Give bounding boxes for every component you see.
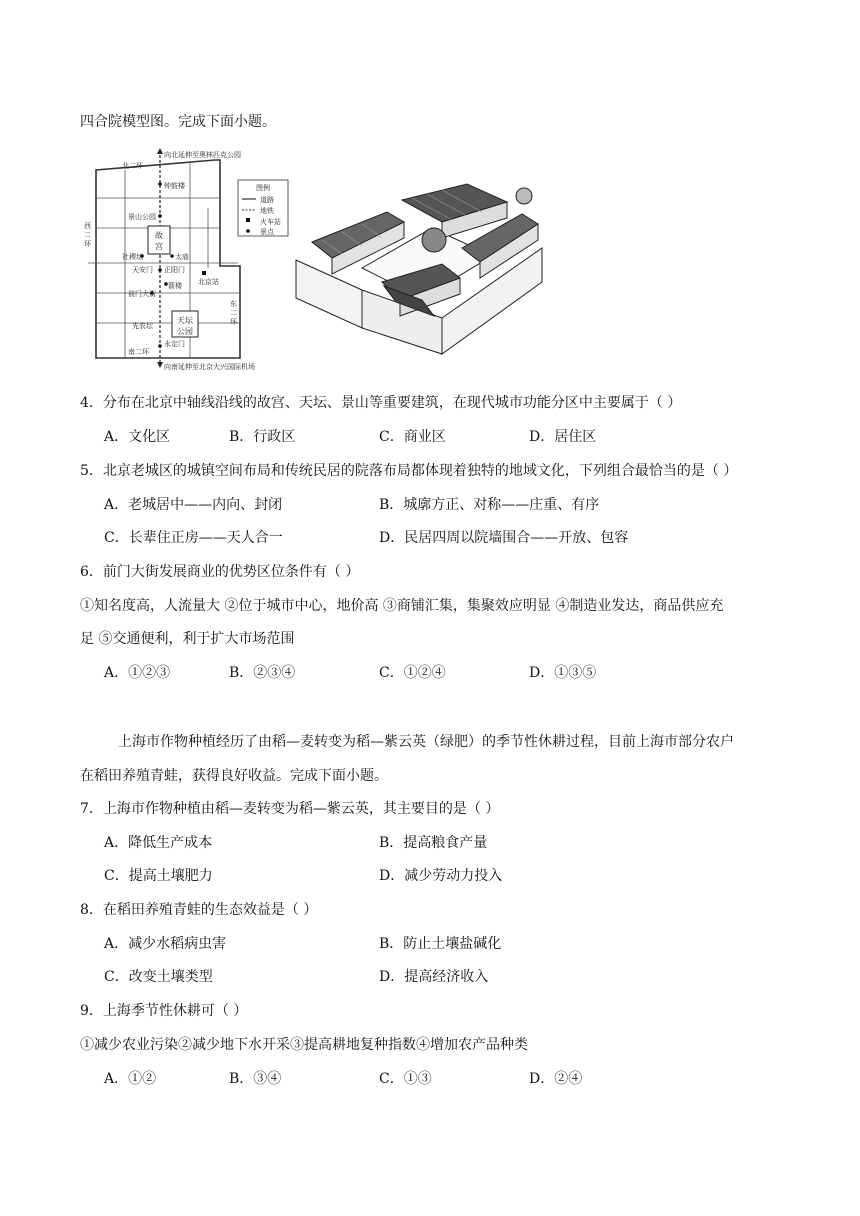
intro-text: 四合院模型图。完成下面小题。	[80, 114, 276, 130]
q7-option-d[interactable]: D．减少劳动力投入	[379, 868, 503, 884]
svg-text:图例: 图例	[256, 184, 270, 192]
svg-text:景点: 景点	[260, 228, 274, 236]
q5-option-d[interactable]: D．民居四周以院墙围合——开放、包容	[379, 530, 629, 546]
q6-option-b[interactable]: B．②③④	[229, 665, 296, 681]
q5-option-b[interactable]: B．城廓方正、对称——庄重、有序	[379, 497, 600, 513]
svg-text:前门大街: 前门大街	[128, 290, 156, 298]
q7-option-a[interactable]: A．降低生产成本	[104, 835, 213, 851]
svg-text:钟鼓楼: 钟鼓楼	[164, 182, 185, 190]
q4-option-b[interactable]: B．行政区	[229, 429, 296, 445]
q4-option-a[interactable]: A．文化区	[104, 429, 171, 445]
q6-statements-line-2: 足 ⑤交通便利，利于扩大市场范围	[80, 631, 295, 647]
q5-option-a[interactable]: A．老城居中——内向、封闭	[104, 497, 283, 513]
q8-option-b[interactable]: B．防止土壤盐碱化	[379, 936, 502, 952]
q8-option-c[interactable]: C．改变土壤类型	[104, 969, 213, 985]
question-4-stem: 4．分布在北京中轴线沿线的故宫、天坛、景山等重要建筑，在现代城市功能分区中主要属于（ ）	[80, 395, 682, 411]
svg-text:故: 故	[155, 231, 163, 240]
siheyuan-model-illustration	[292, 178, 552, 364]
svg-text:南二环: 南二环	[128, 348, 149, 356]
svg-text:二: 二	[230, 309, 237, 317]
q6-option-a[interactable]: A．①②③	[104, 665, 171, 681]
svg-text:二: 二	[84, 231, 91, 239]
svg-text:永定门: 永定门	[164, 340, 185, 348]
q4-option-c[interactable]: C．商业区	[379, 429, 446, 445]
passage-line-1: 上海市作物种植经历了由稻—麦转变为稻—紫云英（绿肥）的季节性休耕过程，目前上海市部分农户	[118, 734, 734, 750]
svg-text:环: 环	[84, 240, 91, 248]
q8-option-a[interactable]: A．减少水稻病虫害	[104, 936, 227, 952]
svg-text:地铁: 地铁	[260, 207, 274, 215]
svg-text:道路: 道路	[260, 196, 274, 204]
svg-text:天安门: 天安门	[132, 266, 153, 274]
question-8-stem: 8．在稻田养殖青蛙的生态效益是（ ）	[80, 902, 318, 918]
svg-text:宫: 宫	[155, 242, 163, 251]
svg-text:公园: 公园	[177, 327, 193, 336]
q9-option-a[interactable]: A．①②	[104, 1071, 157, 1087]
svg-text:北京站: 北京站	[198, 278, 219, 286]
svg-text:环: 环	[230, 318, 237, 326]
svg-text:景山公园: 景山公园	[128, 213, 156, 221]
q6-statements-line-1: ①知名度高，人流量大 ②位于城市中心，地价高 ③商铺汇集，集聚效应明显 ④制造业发达，商品供应充	[80, 598, 724, 614]
svg-text:正阳门: 正阳门	[164, 266, 185, 274]
q9-statements: ①减少农业污染②减少地下水开采③提高耕地复种指数④增加农产品种类	[80, 1037, 528, 1053]
q7-option-c[interactable]: C．提高土壤肥力	[104, 868, 213, 884]
question-6-stem: 6．前门大街发展商业的优势区位条件有（ ）	[80, 564, 360, 580]
q5-option-c[interactable]: C．长辈住正房——天人合一	[104, 530, 283, 546]
svg-text:社稷坛: 社稷坛	[122, 253, 143, 261]
passage-line-2: 在稻田养殖青蛙，获得良好收益。完成下面小题。	[80, 768, 388, 784]
question-9-stem: 9．上海季节性休耕可（ ）	[80, 1003, 248, 1019]
q9-option-b[interactable]: B．③④	[229, 1071, 282, 1087]
q6-option-c[interactable]: C．①②④	[379, 665, 446, 681]
svg-text:先农坛: 先农坛	[132, 322, 153, 330]
q4-option-d[interactable]: D．居住区	[529, 429, 597, 445]
q9-option-c[interactable]: C．①③	[379, 1071, 432, 1087]
svg-text:太庙: 太庙	[175, 253, 189, 261]
beijing-axis-map	[80, 148, 290, 370]
svg-text:北二环: 北二环	[122, 162, 143, 170]
svg-text:向南延伸至北京大兴国际机场: 向南延伸至北京大兴国际机场	[164, 363, 255, 370]
q7-option-b[interactable]: B．提高粮食产量	[379, 835, 488, 851]
svg-text:西: 西	[84, 222, 91, 230]
svg-text:火车站: 火车站	[260, 218, 281, 226]
svg-text:天坛: 天坛	[177, 316, 193, 325]
question-5-stem: 5．北京老城区的城镇空间布局和传统民居的院落布局都体现着独特的地域文化，下列组合最恰当的是（ ）	[80, 463, 738, 479]
q8-option-d[interactable]: D．提高经济收入	[379, 969, 489, 985]
q9-option-d[interactable]: D．②④	[529, 1071, 583, 1087]
svg-text:箭楼: 箭楼	[168, 282, 182, 290]
q6-option-d[interactable]: D．①③⑤	[529, 665, 597, 681]
svg-text:向北延伸至奥林匹克公园: 向北延伸至奥林匹克公园	[164, 151, 241, 159]
svg-text:东: 东	[230, 300, 237, 308]
question-7-stem: 7．上海市作物种植由稻—麦转变为稻—紫云英，其主要目的是（ ）	[80, 801, 500, 817]
